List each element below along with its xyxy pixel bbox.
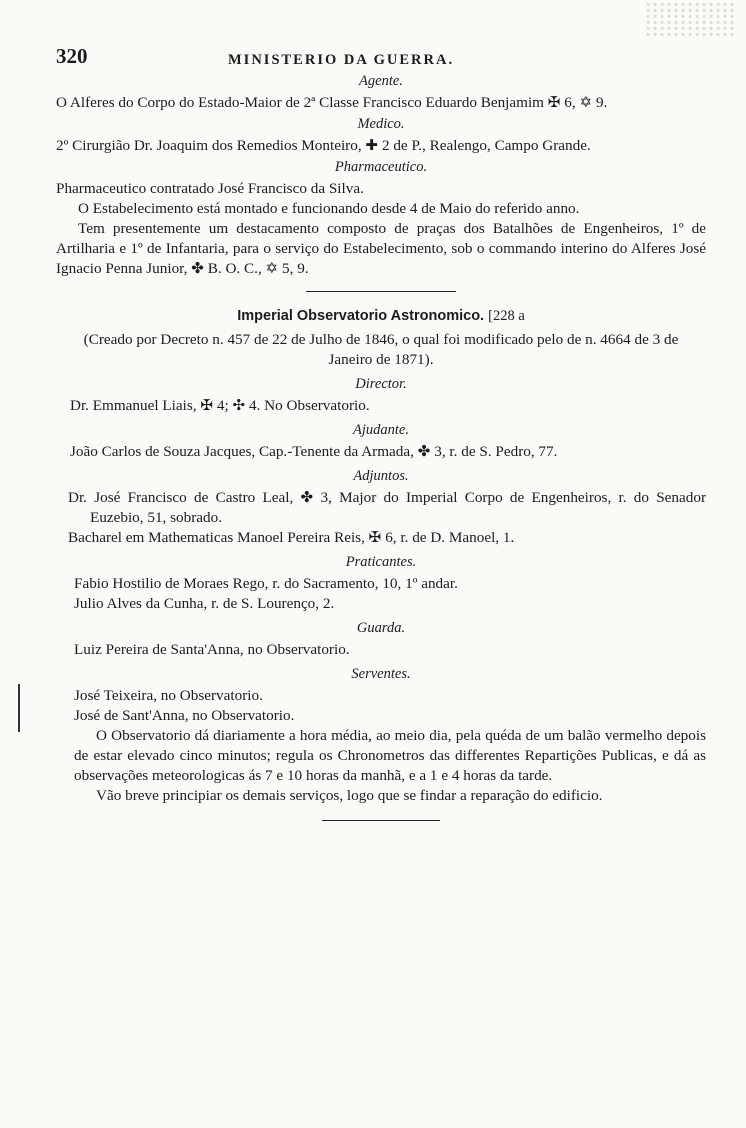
section-heading-adjuntos: Adjuntos.: [353, 468, 409, 484]
note-establishment: O Estabelecimento está montado e funcionando desde 4 de Maio do referido anno.: [78, 200, 580, 217]
institution-ref: [228 a: [488, 308, 525, 324]
entry-ajudante: João Carlos de Souza Jacques, Cap.-Tenente da Armada, ✤ 3, r. de S. Pedro, 77.: [70, 443, 558, 460]
institution-name: Imperial Observatorio Astronomico.: [237, 308, 485, 324]
note-observatorio-service: O Observatorio dá diariamente a hora média, ao meio dia, pela quéda de um balão vermelho depois de estar elevado cinco minutos; regula os Chronometros das differentes Repartições Publicas, e dá as observações meteorologicas ás 7 e 10 horas da manhã, e a 1 e 4 horas da tarde.: [74, 727, 706, 784]
margin-mark: [18, 684, 20, 732]
entry-guarda: Luiz Pereira de Santa'Anna, no Observatorio.: [74, 641, 350, 658]
section-heading-praticantes: Praticantes.: [345, 554, 417, 570]
running-title: MINISTERIO DA GUERRA.: [228, 52, 455, 68]
entry-adjunto-2: Bacharel em Mathematicas Manoel Pereira Reis, ✠ 6, r. de D. Manoel, 1.: [68, 529, 515, 546]
print-speckle: [646, 2, 736, 38]
entry-praticante-1: Fabio Hostilio de Moraes Rego, r. do Sacramento, 10, 1º andar.: [74, 575, 458, 592]
section-heading-guarda: Guarda.: [356, 620, 406, 636]
closing-divider: [322, 820, 440, 821]
section-divider: [306, 291, 456, 292]
page-header: [56, 44, 706, 70]
note-detachment: Tem presentemente um destacamento composto de praças dos Batalhões de Engenheiros, 1º de Artilharia e 1º de Infantaria, para o serviço do Estabelecimento, sob o commando interino do Alferes José Ignacio Penna Junior, ✤ B. O. C., ✡ 5, 9.: [56, 220, 706, 277]
institution-title: [56, 306, 706, 326]
page-number: 320: [56, 44, 88, 68]
entry-servente-2: José de Sant'Anna, no Observatorio.: [74, 707, 295, 724]
entry-agente: O Alferes do Corpo do Estado-Maior de 2ª Classe Francisco Eduardo Benjamim ✠ 6, ✡ 9.: [56, 94, 608, 111]
section-heading-pharmaceutico: Pharmaceutico.: [334, 159, 428, 175]
entry-pharmaceutico: Pharmaceutico contratado José Francisco da Silva.: [56, 180, 364, 197]
entry-praticante-2: Julio Alves da Cunha, r. de S. Lourenço, 2.: [74, 595, 335, 612]
entry-medico: 2º Cirurgião Dr. Joaquim dos Remedios Monteiro, ✚ 2 de P., Realengo, Campo Grande.: [56, 137, 591, 154]
section-heading-medico: Medico.: [357, 116, 405, 132]
entry-adjunto-1: Dr. José Francisco de Castro Leal, ✤ 3, Major do Imperial Corpo de Engenheiros, r. do Senador Euzebio, 51, sobrado.: [68, 489, 706, 526]
section-heading-agente: Agente.: [359, 73, 403, 89]
institution-decree: (Creado por Decreto n. 457 de 22 de Julho de 1846, o qual foi modificado pelo de n. 4664 de 3 de Janeiro de 1871).: [83, 331, 679, 368]
section-heading-director: Director.: [355, 376, 407, 392]
entry-director: Dr. Emmanuel Liais, ✠ 4; ✣ 4. No Observatorio.: [70, 397, 370, 414]
section-heading-serventes: Serventes.: [351, 666, 411, 682]
document-page: [56, 44, 706, 835]
note-observatorio-repairs: Vão breve principiar os demais serviços, logo que se findar a reparação do edificio.: [96, 787, 603, 804]
section-heading-ajudante: Ajudante.: [353, 422, 409, 438]
entry-servente-1: José Teixeira, no Observatorio.: [74, 687, 263, 704]
